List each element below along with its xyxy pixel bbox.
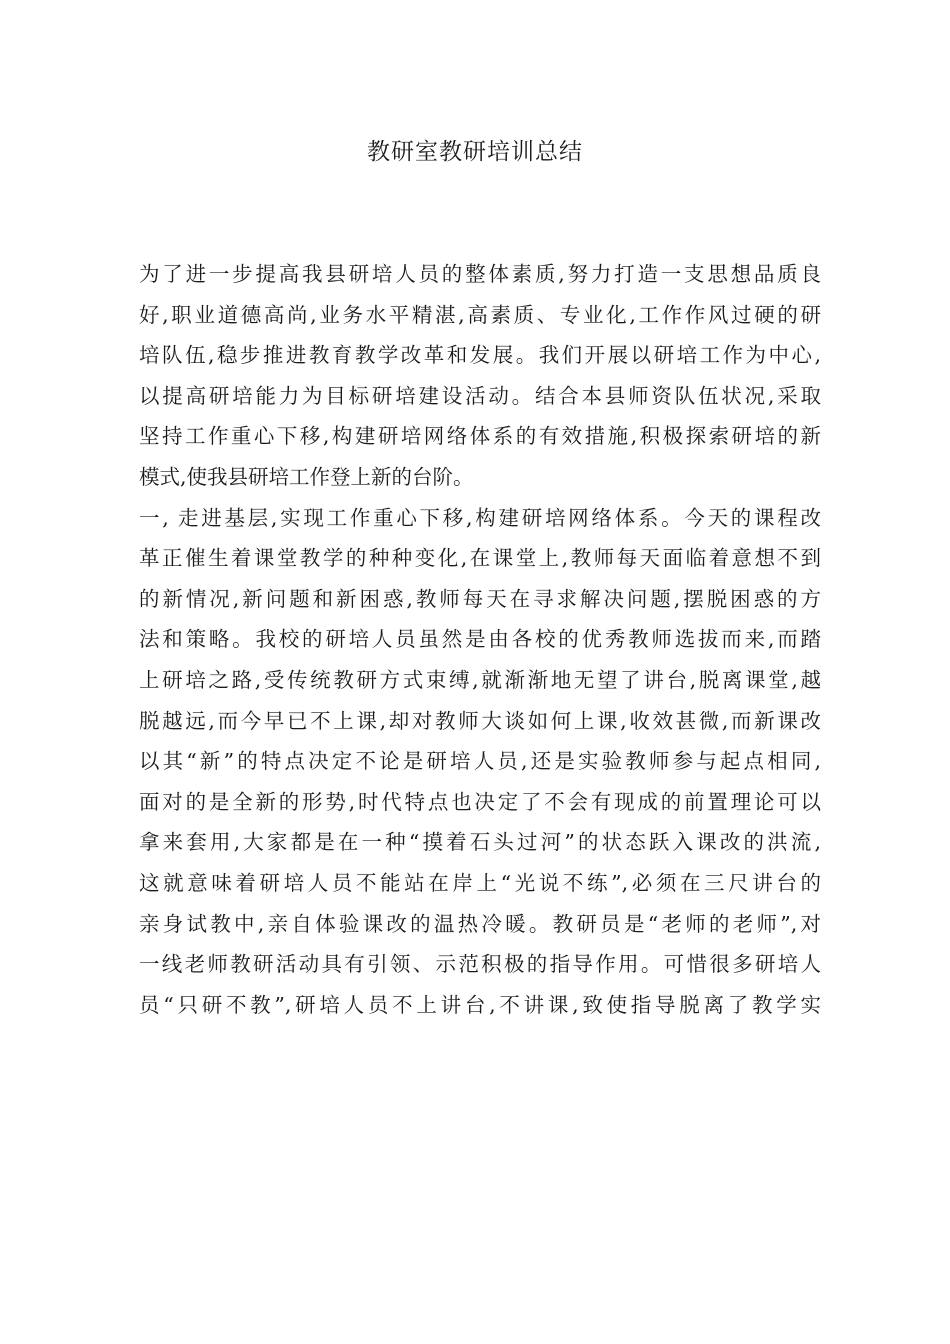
body-line: 培队伍,稳步推进教育教学改革和发展。我们开展以研培工作为中心, [139,343,821,368]
body-line: 好,职业道德高尚,业务水平精湛,高素质、专业化,工作作风过硬的研 [139,302,821,327]
body-line: 法和策略。我校的研培人员虽然是由各校的优秀教师选拔而来,而踏 [139,627,821,652]
body-line: 面对的是全新的形势,时代特点也决定了不会有现成的前置理论可以 [139,789,821,814]
body-line: 脱越远,而今早已不上课,却对教师大谈如何上课,收效甚微,而新课改 [139,708,821,733]
body-line: 员“只研不教”,研培人员不上讲台,不讲课,致使指导脱离了教学实 [139,992,821,1017]
body-line: 一线老师教研活动具有引领、示范积极的指导作用。可惜很多研培人 [139,952,821,977]
document-body [139,254,821,1025]
body-line: 的新情况,新问题和新困惑,教师每天在寻求解决问题,摆脱困惑的方 [139,586,821,611]
body-line: 上研培之路,受传统教研方式束缚,就渐渐地无望了讲台,脱离课堂,越 [139,667,821,692]
body-line: 亲身试教中,亲自体验课改的温热冷暖。教研员是“老师的老师”,对 [139,911,821,936]
body-line: 为了进一步提高我县研培人员的整体素质,努力打造一支思想品质良 [139,262,821,286]
body-line: 以其“新”的特点决定不论是研培人员,还是实验教师参与起点相同, [139,749,821,774]
body-line: 这就意味着研培人员不能站在岸上“光说不练”,必须在三尺讲台的 [139,870,821,895]
body-line: 坚持工作重心下移,构建研培网络体系的有效措施,积极探索研培的新 [139,424,821,449]
body-line: 以提高研培能力为目标研培建设活动。结合本县师资队伍状况,采取 [139,383,821,408]
body-line: 革正催生着课堂教学的种种变化,在课堂上,教师每天面临着意想不到 [139,546,821,571]
body-line: 拿来套用,大家都是在一种“摸着石头过河”的状态跃入课改的洪流, [139,830,821,855]
body-line: 一, 走进基层,实现工作重心下移,构建研培网络体系。今天的课程改 [139,505,821,530]
body-line: 模式,使我县研培工作登上新的台阶。 [139,464,474,489]
document-title: 教研室教研培训总结 [367,139,583,165]
